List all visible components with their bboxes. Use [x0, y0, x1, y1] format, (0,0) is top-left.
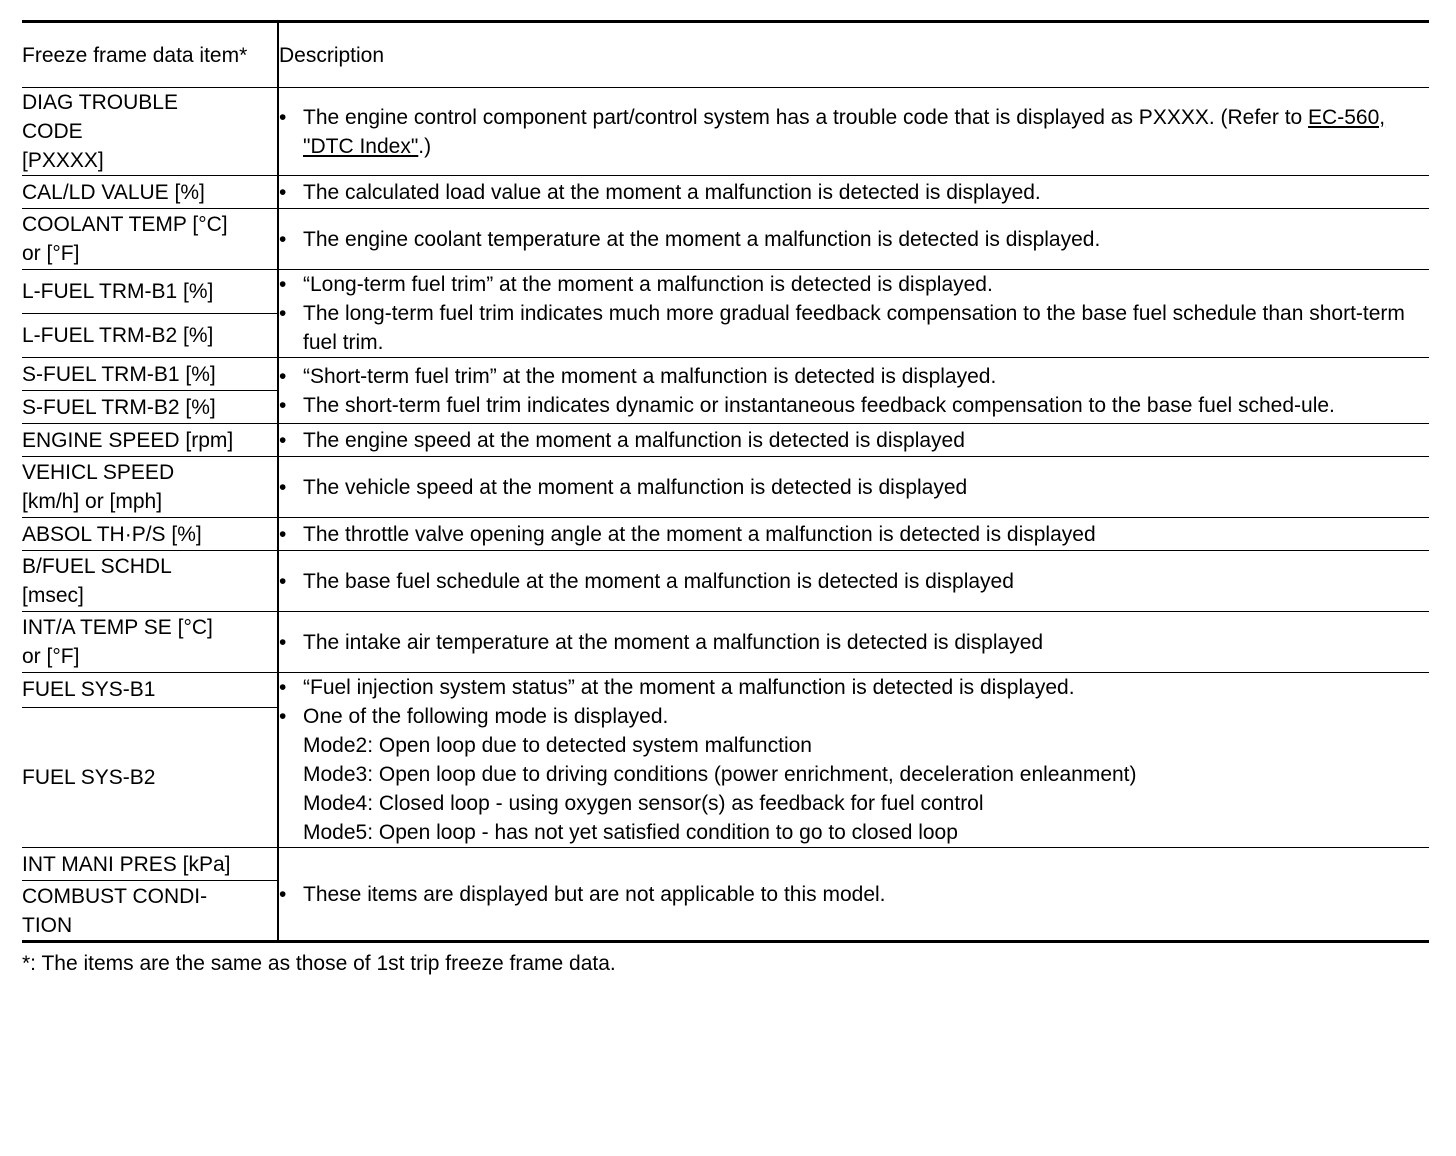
item-cell: FUEL SYS-B1: [22, 673, 278, 708]
table-row-int-mani-pres: [22, 848, 1429, 881]
description-cell: [278, 270, 1429, 358]
description-column-header: Description: [278, 22, 1429, 88]
freeze-frame-data-page: [22, 20, 1429, 978]
table-row-vehicl-speed: [22, 457, 1429, 518]
table-row-diag-trouble-code: [22, 88, 1429, 176]
mode-line: Mode5: Open loop - has not yet satisfied condition to go to closed loop: [303, 821, 958, 844]
item-cell: [22, 551, 278, 612]
description-cell: [278, 176, 1429, 209]
description-bullet: • “Long-term fuel trim” at the moment a malfunction is detected is displayed.: [279, 270, 1429, 299]
description-cell: [278, 673, 1429, 848]
description-bullet: • “Fuel injection system status” at the moment a malfunction is detected is displayed.: [279, 673, 1429, 702]
item-cell: [22, 881, 278, 942]
description-bullet: • The short-term fuel trim indicates dynamic or instantaneous feedback compensation to the base fuel sched-ule.: [279, 391, 1429, 420]
item-line: or [°F]: [22, 645, 80, 668]
table-row-fuel-sys-b1: [22, 673, 1429, 708]
description-bullet: • The calculated load value at the moment a malfunction is detected is displayed.: [279, 178, 1429, 207]
table-row-int-a-temp-se: [22, 612, 1429, 673]
item-line: B/FUEL SCHDL: [22, 555, 172, 578]
item-cell: L-FUEL TRM-B1 [%]: [22, 270, 278, 314]
description-bullet: • One of the following mode is displayed. Mode2: Open loop due to detected system malfunction Mode3: Open loop due to driving conditions (power enrichment, deceleration enleanment) Mode4: Closed loop - using oxygen sensor(s) as feedback for fuel control Mode5: Open loop - has not yet satisfied condition to go to closed loop: [279, 702, 1429, 847]
table-header-row: [22, 22, 1429, 88]
description-bullet: • The engine control component part/control system has a trouble code that is displayed as PXXXX. (Refer to EC-560, "DTC Index".): [279, 103, 1429, 161]
item-column-header: Freeze frame data item*: [22, 22, 278, 88]
item-line: COOLANT TEMP [°C]: [22, 213, 228, 236]
table-row-engine-speed: [22, 424, 1429, 457]
item-line: [msec]: [22, 584, 84, 607]
item-cell: INT MANI PRES [kPa]: [22, 848, 278, 881]
description-cell: [278, 551, 1429, 612]
item-line: COMBUST CONDI-: [22, 884, 208, 908]
description-bullet: • The long-term fuel trim indicates much more gradual feedback compensation to the base fuel schedule than short-term fuel trim.: [279, 299, 1429, 357]
table-row-coolant-temp: [22, 209, 1429, 270]
dtc-index-link[interactable]: EC-560, "DTC Index": [303, 105, 1386, 158]
table-row-s-fuel-trm-b1: [22, 358, 1429, 391]
description-bullet: • The engine coolant temperature at the moment a malfunction is detected is displayed.: [279, 225, 1429, 254]
description-bullet: • The base fuel schedule at the moment a malfunction is detected is displayed: [279, 567, 1429, 596]
description-cell: [278, 612, 1429, 673]
item-line: VEHICL SPEED: [22, 461, 175, 484]
table-footnote: *: The items are the same as those of 1st trip freeze frame data.: [22, 952, 616, 975]
item-cell: S-FUEL TRM-B2 [%]: [22, 391, 278, 424]
description-bullet: • The throttle valve opening angle at the moment a malfunction is detected is displayed: [279, 520, 1429, 549]
description-cell: [278, 88, 1429, 176]
description-bullet: • The engine speed at the moment a malfunction is detected is displayed: [279, 426, 1429, 455]
item-cell: ABSOL TH·P/S [%]: [22, 518, 278, 551]
description-bullet: • These items are displayed but are not applicable to this model.: [279, 880, 1429, 909]
item-cell: [22, 457, 278, 518]
item-cell: ENGINE SPEED [rpm]: [22, 424, 278, 457]
item-cell: CAL/LD VALUE [%]: [22, 176, 278, 209]
item-line: CODE: [22, 120, 83, 143]
item-cell: FUEL SYS-B2: [22, 707, 278, 847]
description-bullet: • “Short-term fuel trim” at the moment a malfunction is detected is displayed.: [279, 362, 1429, 391]
mode-line: Mode4: Closed loop - using oxygen sensor(s) as feedback for fuel control: [303, 792, 984, 815]
table-row-cal-ld-value: [22, 176, 1429, 209]
mode-line: Mode2: Open loop due to detected system malfunction: [303, 734, 812, 757]
description-bullet: • The vehicle speed at the moment a malfunction is detected is displayed: [279, 473, 1429, 502]
item-line: [PXXXX]: [22, 149, 104, 172]
item-line: [km/h] or [mph]: [22, 490, 163, 513]
description-cell: [278, 848, 1429, 942]
mode-line: Mode3: Open loop due to driving conditions (power enrichment, deceleration enleanment): [303, 763, 1137, 786]
item-cell: [22, 88, 278, 176]
freeze-frame-data-table: [22, 20, 1429, 943]
item-cell: [22, 209, 278, 270]
item-cell: L-FUEL TRM-B2 [%]: [22, 314, 278, 358]
item-line: INT/A TEMP SE [°C]: [22, 616, 213, 639]
item-line: DIAG TROUBLE: [22, 91, 178, 114]
item-cell: [22, 612, 278, 673]
item-cell: S-FUEL TRM-B1 [%]: [22, 358, 278, 391]
description-bullet: • The intake air temperature at the moment a malfunction is detected is displayed: [279, 628, 1429, 657]
item-line: or [°F]: [22, 242, 80, 265]
description-cell: [278, 518, 1429, 551]
description-cell: [278, 457, 1429, 518]
description-cell: [278, 424, 1429, 457]
table-row-absol-th-p-s: [22, 518, 1429, 551]
description-cell: [278, 358, 1429, 424]
table-row-b-fuel-schdl: [22, 551, 1429, 612]
item-line: TION: [22, 913, 73, 937]
description-cell: [278, 209, 1429, 270]
table-row-l-fuel-trm-b1: [22, 270, 1429, 314]
